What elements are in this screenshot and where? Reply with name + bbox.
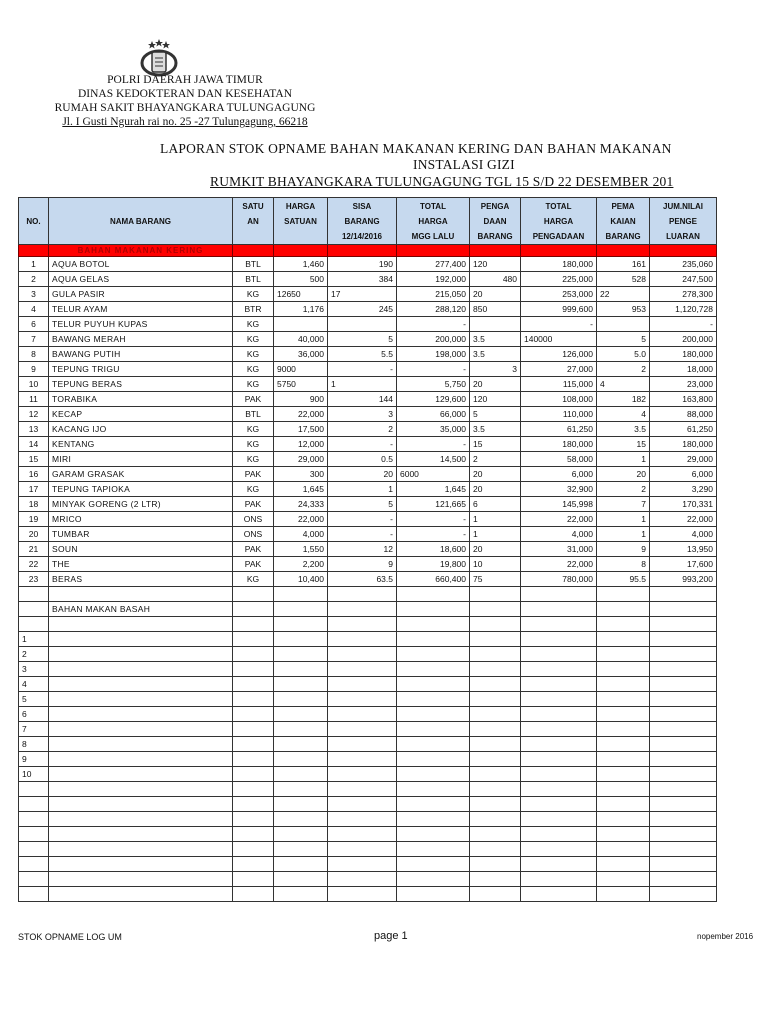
empty-row <box>19 812 717 827</box>
row-stock: 9 <box>328 557 397 572</box>
row-no: 8 <box>19 347 49 362</box>
row-total-out: 180,000 <box>650 437 717 452</box>
row-name: AQUA BOTOL <box>49 257 233 272</box>
row-unit: KG <box>233 347 274 362</box>
row-stock: 2 <box>328 422 397 437</box>
row-total-out: 170,331 <box>650 497 717 512</box>
row-used: 528 <box>597 272 650 287</box>
table-row <box>19 287 717 302</box>
row-total-prev: 5,750 <box>397 377 470 392</box>
row-total-prev: 192,000 <box>397 272 470 287</box>
row-used: 20 <box>597 467 650 482</box>
row-stock: 0.5 <box>328 452 397 467</box>
row-total-proc: 225,000 <box>521 272 597 287</box>
row-price: 2,200 <box>274 557 328 572</box>
row-no: 6 <box>19 317 49 332</box>
row-procured: 10 <box>470 557 521 572</box>
wet-row <box>19 737 717 752</box>
empty-row <box>19 872 717 887</box>
row-total-prev: 129,600 <box>397 392 470 407</box>
row-total-out: 163,800 <box>650 392 717 407</box>
row-total-proc: 61,250 <box>521 422 597 437</box>
row-unit: PAK <box>233 497 274 512</box>
row-total-prev: - <box>397 317 470 332</box>
row-total-proc: 4,000 <box>521 527 597 542</box>
row-price: 36,000 <box>274 347 328 362</box>
empty-row <box>19 842 717 857</box>
table-row <box>19 377 717 392</box>
row-procured: 3.5 <box>470 347 521 362</box>
row-stock: 5.5 <box>328 347 397 362</box>
row-procured: 20 <box>470 287 521 302</box>
row-total-prev: 6000 <box>397 467 470 482</box>
row-unit: PAK <box>233 542 274 557</box>
row-price: 4,000 <box>274 527 328 542</box>
row-used: 1 <box>597 452 650 467</box>
row-price: 900 <box>274 392 328 407</box>
row-no: 14 <box>19 437 49 452</box>
row-total-out: 1,120,728 <box>650 302 717 317</box>
col-name: NAMA BARANG <box>49 198 233 245</box>
row-name: GULA PASIR <box>49 287 233 302</box>
row-name: TELUR PUYUH KUPAS <box>49 317 233 332</box>
row-used: 9 <box>597 542 650 557</box>
table-row <box>19 317 717 332</box>
row-total-proc: - <box>521 317 597 332</box>
row-total-proc: 58,000 <box>521 452 597 467</box>
row-no: 20 <box>19 527 49 542</box>
row-total-out: 29,000 <box>650 452 717 467</box>
row-no: 2 <box>19 647 49 662</box>
row-no: 15 <box>19 452 49 467</box>
col-stock: SISA BARANG 12/14/2016 <box>328 198 397 245</box>
row-total-out: 247,500 <box>650 272 717 287</box>
org-address: Jl. I Gusti Ngurah rai no. 25 -27 Tulungagung, 66218 <box>62 116 308 128</box>
row-total-out: 180,000 <box>650 347 717 362</box>
report-subtitle: INSTALASI GIZI <box>413 157 515 172</box>
table-row <box>19 272 717 287</box>
row-total-out: 3,290 <box>650 482 717 497</box>
row-used: 2 <box>597 482 650 497</box>
row-used: 8 <box>597 557 650 572</box>
table-row <box>19 572 717 587</box>
row-used: 22 <box>597 287 650 302</box>
row-unit: ONS <box>233 512 274 527</box>
row-stock: 20 <box>328 467 397 482</box>
row-total-prev: 660,400 <box>397 572 470 587</box>
row-unit: BTL <box>233 407 274 422</box>
row-unit: PAK <box>233 557 274 572</box>
table-row <box>19 362 717 377</box>
row-unit: PAK <box>233 467 274 482</box>
row-used: 182 <box>597 392 650 407</box>
wet-row <box>19 677 717 692</box>
empty-row <box>19 887 717 902</box>
row-name: AQUA GELAS <box>49 272 233 287</box>
row-stock: 245 <box>328 302 397 317</box>
col-no: NO. <box>19 198 49 245</box>
row-total-out: 13,950 <box>650 542 717 557</box>
row-used: 15 <box>597 437 650 452</box>
row-total-out: 17,600 <box>650 557 717 572</box>
row-total-prev: 66,000 <box>397 407 470 422</box>
row-procured: 6 <box>470 497 521 512</box>
section-dry-row <box>19 245 717 257</box>
section-dry-label: BAHAN MAKANAN KERING <box>49 245 233 257</box>
row-price: 22,000 <box>274 407 328 422</box>
stock-table <box>18 197 717 902</box>
row-total-out: 6,000 <box>650 467 717 482</box>
row-used: 4 <box>597 407 650 422</box>
wet-row <box>19 647 717 662</box>
empty-row <box>19 827 717 842</box>
row-total-out: 22,000 <box>650 512 717 527</box>
row-total-out: 61,250 <box>650 422 717 437</box>
row-price: 5750 <box>274 377 328 392</box>
wet-row <box>19 722 717 737</box>
row-unit: KG <box>233 437 274 452</box>
wet-row <box>19 692 717 707</box>
row-name: TELUR AYAM <box>49 302 233 317</box>
col-procured: PENGA DAAN BARANG <box>470 198 521 245</box>
table-row <box>19 332 717 347</box>
row-total-out: - <box>650 317 717 332</box>
row-total-proc: 108,000 <box>521 392 597 407</box>
col-total-prev: TOTAL HARGA MGG LALU <box>397 198 470 245</box>
row-procured: 480 <box>470 272 521 287</box>
row-used: 3.5 <box>597 422 650 437</box>
table-row <box>19 422 717 437</box>
row-no: 10 <box>19 767 49 782</box>
row-name: MIRI <box>49 452 233 467</box>
wet-row <box>19 662 717 677</box>
row-stock: - <box>328 527 397 542</box>
row-no: 9 <box>19 362 49 377</box>
row-no: 7 <box>19 332 49 347</box>
row-no: 2 <box>19 272 49 287</box>
table-row <box>19 392 717 407</box>
row-no: 3 <box>19 287 49 302</box>
row-no: 12 <box>19 407 49 422</box>
row-total-proc: 780,000 <box>521 572 597 587</box>
row-total-prev: - <box>397 437 470 452</box>
row-no: 23 <box>19 572 49 587</box>
org-line-1: POLRI DAERAH JAWA TIMUR <box>107 74 263 86</box>
row-procured: 20 <box>470 467 521 482</box>
row-name: KENTANG <box>49 437 233 452</box>
row-name: TORABIKA <box>49 392 233 407</box>
row-name: TEPUNG TRIGU <box>49 362 233 377</box>
row-stock: 1 <box>328 377 397 392</box>
section-wet-row <box>19 602 717 617</box>
row-total-proc: 180,000 <box>521 257 597 272</box>
row-procured: 3.5 <box>470 332 521 347</box>
col-unit: SATU AN <box>233 198 274 245</box>
col-total-proc: TOTAL HARGA PENGADAAN <box>521 198 597 245</box>
row-procured: 20 <box>470 542 521 557</box>
row-price: 10,400 <box>274 572 328 587</box>
row-total-proc: 145,998 <box>521 497 597 512</box>
row-used: 5.0 <box>597 347 650 362</box>
empty-row <box>19 782 717 797</box>
row-total-out: 18,000 <box>650 362 717 377</box>
report-period: RUMKIT BHAYANGKARA TULUNGAGUNG TGL 15 S/D 22 DESEMBER 201 <box>210 174 674 189</box>
row-price: 1,176 <box>274 302 328 317</box>
row-total-proc: 22,000 <box>521 557 597 572</box>
row-stock <box>328 317 397 332</box>
row-total-proc: 27,000 <box>521 362 597 377</box>
row-unit: PAK <box>233 392 274 407</box>
row-used: 1 <box>597 527 650 542</box>
row-used: 161 <box>597 257 650 272</box>
empty-row <box>19 587 717 602</box>
row-stock: 12 <box>328 542 397 557</box>
row-name: TEPUNG TAPIOKA <box>49 482 233 497</box>
row-procured <box>470 317 521 332</box>
row-stock: 3 <box>328 407 397 422</box>
row-procured: 3 <box>470 362 521 377</box>
row-total-proc: 140000 <box>521 332 597 347</box>
row-unit: BTR <box>233 302 274 317</box>
row-price <box>274 317 328 332</box>
row-stock: 5 <box>328 332 397 347</box>
row-unit: KG <box>233 482 274 497</box>
col-used: PEMA KAIAN BARANG <box>597 198 650 245</box>
row-no: 21 <box>19 542 49 557</box>
row-no: 18 <box>19 497 49 512</box>
row-used: 2 <box>597 362 650 377</box>
row-unit: KG <box>233 377 274 392</box>
row-no: 19 <box>19 512 49 527</box>
row-price: 1,645 <box>274 482 328 497</box>
row-total-prev: 18,600 <box>397 542 470 557</box>
row-unit: ONS <box>233 527 274 542</box>
row-total-proc: 115,000 <box>521 377 597 392</box>
row-procured: 2 <box>470 452 521 467</box>
row-price: 9000 <box>274 362 328 377</box>
table-row <box>19 497 717 512</box>
row-price: 500 <box>274 272 328 287</box>
row-total-prev: 200,000 <box>397 332 470 347</box>
row-procured: 1 <box>470 527 521 542</box>
row-unit: KG <box>233 422 274 437</box>
row-unit: KG <box>233 572 274 587</box>
row-total-prev: 215,050 <box>397 287 470 302</box>
row-procured: 3.5 <box>470 422 521 437</box>
row-total-out: 278,300 <box>650 287 717 302</box>
footer-date: nopember 2016 <box>697 932 754 941</box>
row-stock: - <box>328 512 397 527</box>
row-procured: 120 <box>470 392 521 407</box>
empty-row <box>19 857 717 872</box>
footer-left: STOK OPNAME LOG UM <box>18 932 122 942</box>
row-total-proc: 999,600 <box>521 302 597 317</box>
table-row <box>19 557 717 572</box>
row-no: 9 <box>19 752 49 767</box>
row-total-proc: 253,000 <box>521 287 597 302</box>
row-total-out: 993,200 <box>650 572 717 587</box>
row-procured: 5 <box>470 407 521 422</box>
table-row <box>19 527 717 542</box>
row-stock: 5 <box>328 497 397 512</box>
table-row <box>19 407 717 422</box>
row-name: SOUN <box>49 542 233 557</box>
row-used: 953 <box>597 302 650 317</box>
table-row <box>19 512 717 527</box>
row-total-prev: 14,500 <box>397 452 470 467</box>
row-total-prev: 1,645 <box>397 482 470 497</box>
row-name: BAWANG PUTIH <box>49 347 233 362</box>
row-unit: KG <box>233 287 274 302</box>
row-price: 29,000 <box>274 452 328 467</box>
row-total-prev: 288,120 <box>397 302 470 317</box>
row-total-out: 4,000 <box>650 527 717 542</box>
table-row <box>19 467 717 482</box>
row-stock: 1 <box>328 482 397 497</box>
row-name: KACANG IJO <box>49 422 233 437</box>
table-row <box>19 452 717 467</box>
row-price: 22,000 <box>274 512 328 527</box>
row-procured: 120 <box>470 257 521 272</box>
police-emblem-icon <box>138 38 180 78</box>
wet-row <box>19 632 717 647</box>
row-total-proc: 110,000 <box>521 407 597 422</box>
col-price: HARGA SATUAN <box>274 198 328 245</box>
section-wet-label: BAHAN MAKAN BASAH <box>49 602 233 617</box>
row-name: MINYAK GORENG (2 LTR) <box>49 497 233 512</box>
table-row <box>19 482 717 497</box>
row-price: 17,500 <box>274 422 328 437</box>
wet-row <box>19 752 717 767</box>
row-price: 12650 <box>274 287 328 302</box>
row-name: GARAM GRASAK <box>49 467 233 482</box>
row-no: 17 <box>19 482 49 497</box>
row-procured: 1 <box>470 512 521 527</box>
row-total-proc: 126,000 <box>521 347 597 362</box>
row-used: 7 <box>597 497 650 512</box>
row-no: 10 <box>19 377 49 392</box>
row-total-prev: 121,665 <box>397 497 470 512</box>
row-name: TEPUNG BERAS <box>49 377 233 392</box>
row-name: KECAP <box>49 407 233 422</box>
row-used: 1 <box>597 512 650 527</box>
row-price: 40,000 <box>274 332 328 347</box>
row-total-prev: 198,000 <box>397 347 470 362</box>
row-stock: - <box>328 362 397 377</box>
row-stock: 17 <box>328 287 397 302</box>
row-price: 1,550 <box>274 542 328 557</box>
row-name: BERAS <box>49 572 233 587</box>
row-used: 4 <box>597 377 650 392</box>
row-stock: - <box>328 437 397 452</box>
empty-row <box>19 617 717 632</box>
row-total-prev: - <box>397 362 470 377</box>
table-row <box>19 542 717 557</box>
row-used: 5 <box>597 332 650 347</box>
row-no: 4 <box>19 302 49 317</box>
row-unit: KG <box>233 452 274 467</box>
row-price: 12,000 <box>274 437 328 452</box>
row-no: 8 <box>19 737 49 752</box>
row-price: 300 <box>274 467 328 482</box>
row-name: BAWANG MERAH <box>49 332 233 347</box>
row-used <box>597 317 650 332</box>
wet-row <box>19 767 717 782</box>
row-no: 11 <box>19 392 49 407</box>
row-procured: 850 <box>470 302 521 317</box>
row-no: 4 <box>19 677 49 692</box>
row-no: 1 <box>19 257 49 272</box>
row-total-proc: 180,000 <box>521 437 597 452</box>
row-price: 24,333 <box>274 497 328 512</box>
row-total-prev: 277,400 <box>397 257 470 272</box>
row-total-prev: 35,000 <box>397 422 470 437</box>
row-procured: 15 <box>470 437 521 452</box>
row-stock: 63.5 <box>328 572 397 587</box>
row-total-proc: 32,900 <box>521 482 597 497</box>
row-no: 7 <box>19 722 49 737</box>
row-name: MRICO <box>49 512 233 527</box>
row-total-out: 200,000 <box>650 332 717 347</box>
row-price: 1,460 <box>274 257 328 272</box>
row-no: 16 <box>19 467 49 482</box>
row-total-prev: 19,800 <box>397 557 470 572</box>
col-total-out: JUM.NILAI PENGE LUARAN <box>650 198 717 245</box>
row-total-out: 88,000 <box>650 407 717 422</box>
header-row <box>19 198 717 245</box>
footer-page: page 1 <box>374 930 408 942</box>
row-procured: 20 <box>470 377 521 392</box>
empty-row <box>19 797 717 812</box>
row-unit: KG <box>233 362 274 377</box>
wet-row <box>19 707 717 722</box>
row-name: THE <box>49 557 233 572</box>
row-no: 22 <box>19 557 49 572</box>
row-no: 6 <box>19 707 49 722</box>
row-total-proc: 22,000 <box>521 512 597 527</box>
row-unit: KG <box>233 332 274 347</box>
row-unit: KG <box>233 317 274 332</box>
row-no: 13 <box>19 422 49 437</box>
table-row <box>19 437 717 452</box>
row-no: 1 <box>19 632 49 647</box>
row-name: TUMBAR <box>49 527 233 542</box>
table-row <box>19 257 717 272</box>
row-unit: BTL <box>233 272 274 287</box>
org-line-2: DINAS KEDOKTERAN DAN KESEHATAN <box>77 88 293 100</box>
row-total-proc: 6,000 <box>521 467 597 482</box>
row-total-out: 23,000 <box>650 377 717 392</box>
row-procured: 75 <box>470 572 521 587</box>
row-used: 95.5 <box>597 572 650 587</box>
row-total-proc: 31,000 <box>521 542 597 557</box>
row-stock: 384 <box>328 272 397 287</box>
row-total-prev: - <box>397 512 470 527</box>
row-total-prev: - <box>397 527 470 542</box>
row-no: 5 <box>19 692 49 707</box>
row-stock: 190 <box>328 257 397 272</box>
row-stock: 144 <box>328 392 397 407</box>
row-total-out: 235,060 <box>650 257 717 272</box>
table-row <box>19 302 717 317</box>
report-title: LAPORAN STOK OPNAME BAHAN MAKANAN KERING DAN BAHAN MAKANAN <box>160 141 672 156</box>
table-row <box>19 347 717 362</box>
row-procured: 20 <box>470 482 521 497</box>
org-line-3: RUMAH SAKIT BHAYANGKARA TULUNGAGUNG <box>54 102 316 114</box>
row-no: 3 <box>19 662 49 677</box>
row-unit: BTL <box>233 257 274 272</box>
